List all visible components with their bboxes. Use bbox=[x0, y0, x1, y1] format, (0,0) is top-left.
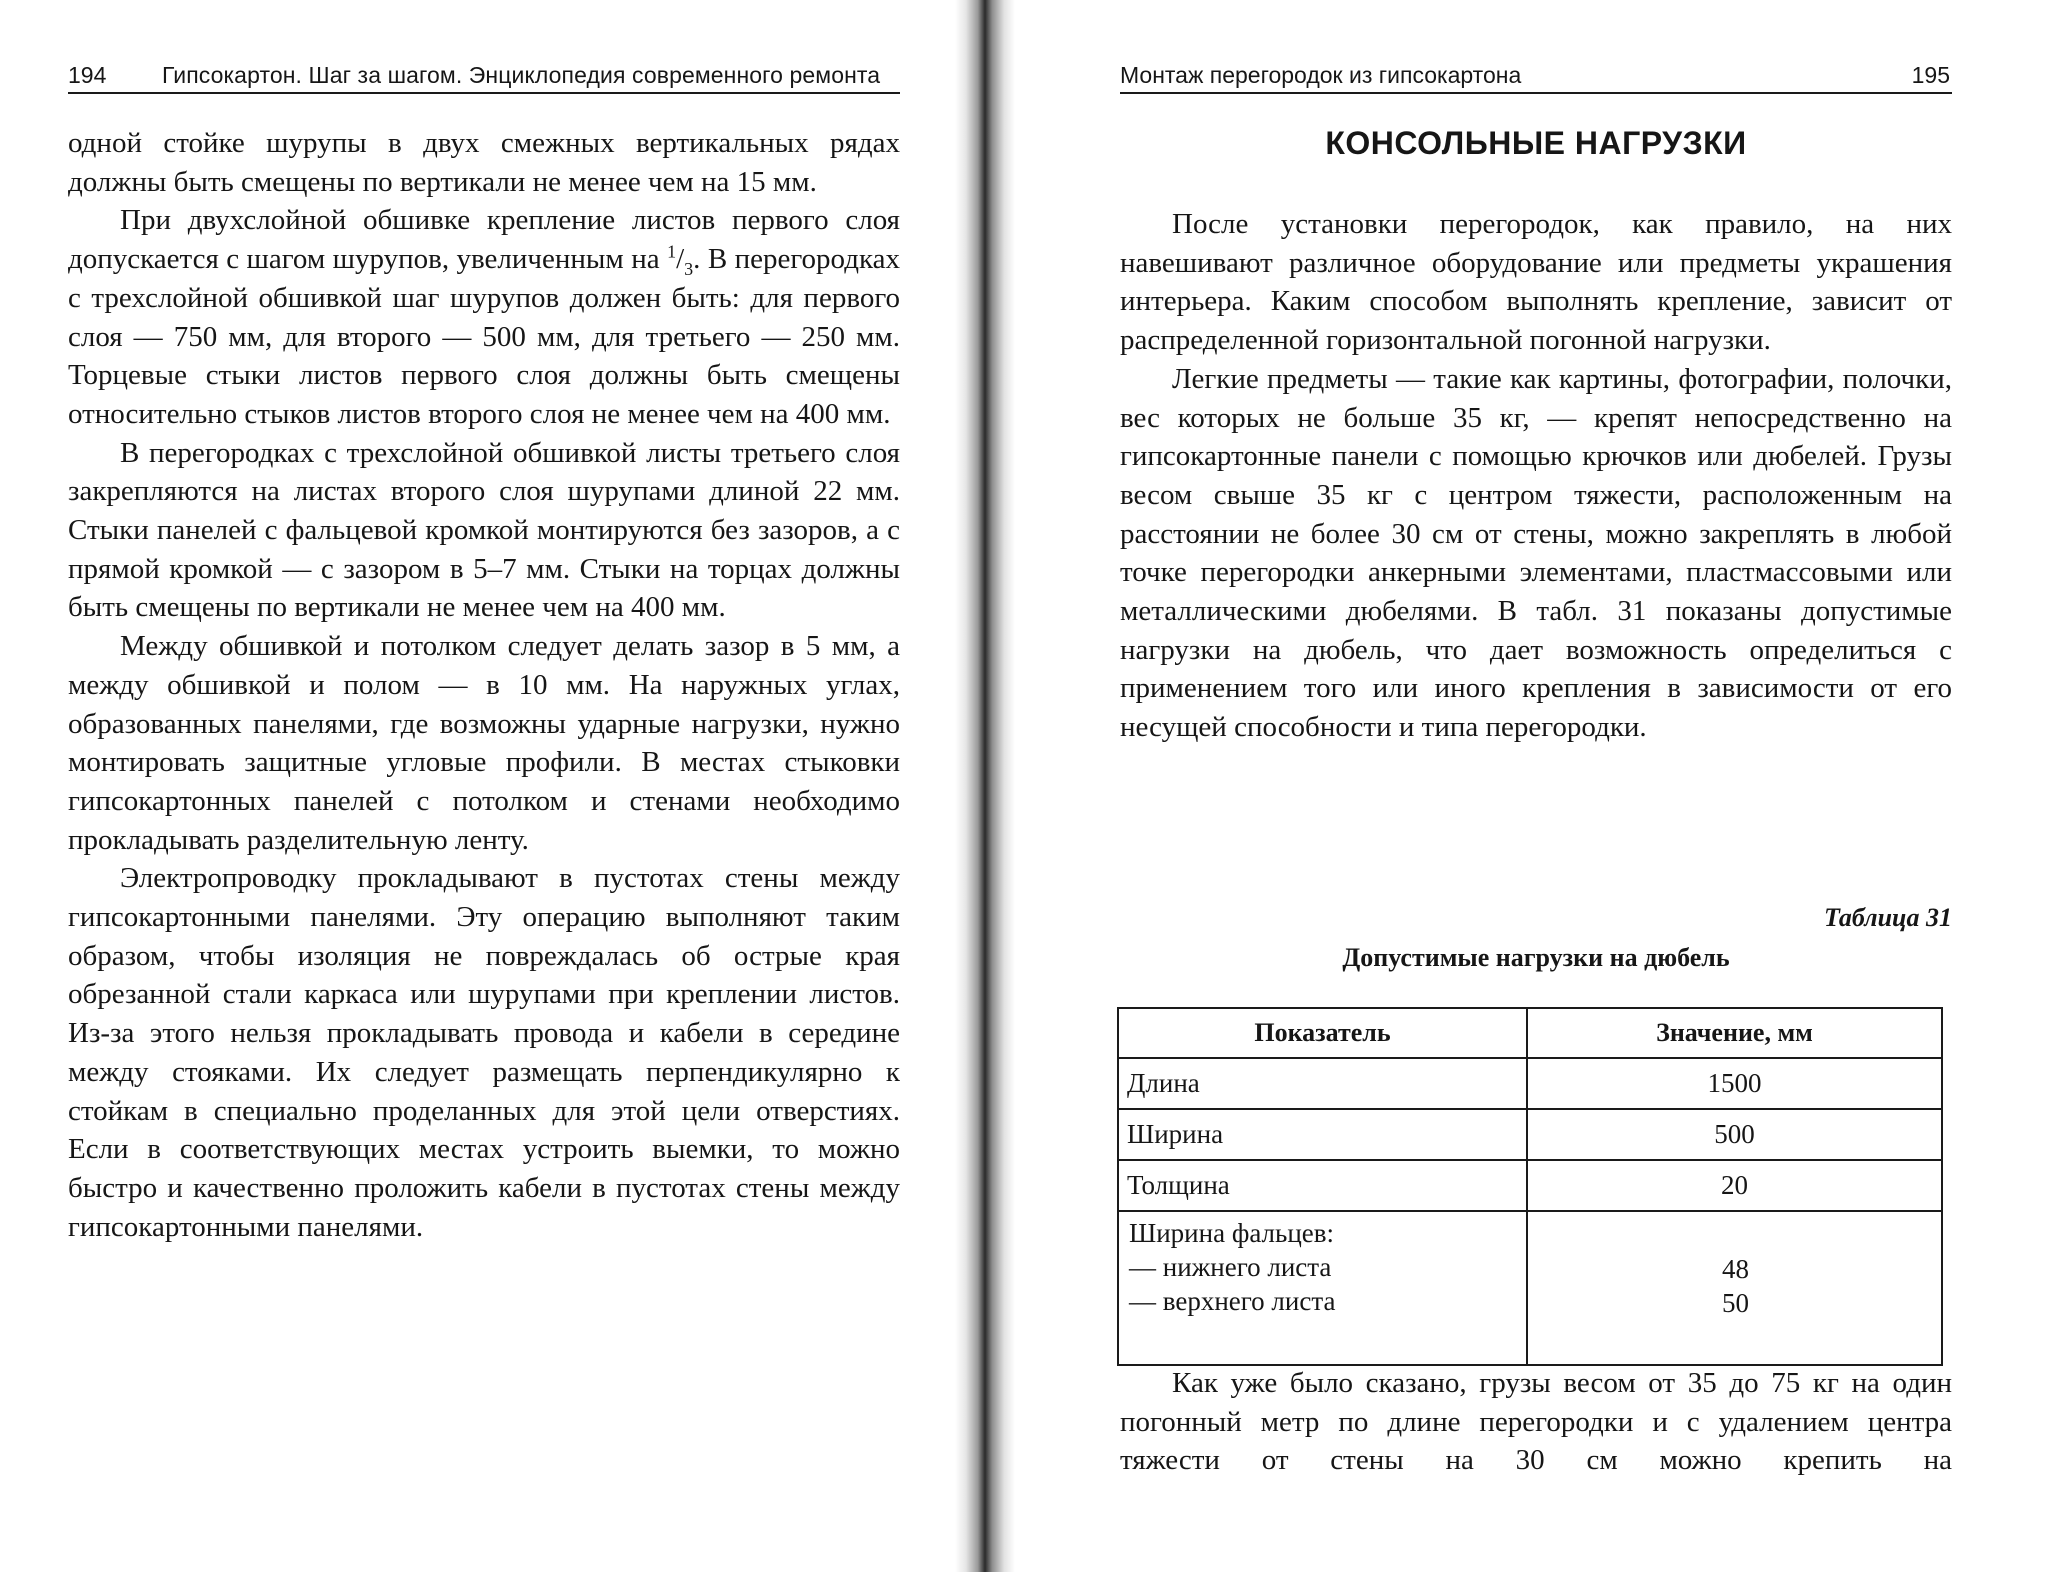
table-cell-name bbox=[1118, 1211, 1527, 1365]
paragraph: Легкие предметы — такие как картины, фотографии, полочки, вес которых не больше 35 кг, — крепят непосредственно на гипсокартонные панели с помощью крючков или дюбелей. Грузы весом свыше 35 кг с центром тяжести, расположенным на расстоянии не более 30 см от стены, можно закреплять в любой точке перегородки анкерными элементами, пластмассовыми или металлическими дюбелями. В табл. 31 показаны допустимые нагрузки на дюбель, что дает возможность определиться с применением того или иного крепления в зависимости от его несущей способности и типа перегородки. bbox=[1120, 362, 1952, 744]
table-header-cell: Значение, мм bbox=[1527, 1008, 1942, 1058]
paragraph: Между обшивкой и потолком следует делать зазор в 5 мм, а между обшивкой и полом — в 10 мм. На наружных углах, образованных панелями, где возможны ударные нагрузки, нужно монтировать защитные угловые профили. В местах стыковки гипсокартонных панелей с потолком и стенами необходимо прокладывать разделительную ленту. bbox=[68, 630, 900, 856]
left-running-head bbox=[68, 58, 900, 94]
table-cell-value: 500 bbox=[1527, 1109, 1942, 1160]
paragraph: одной стойке шурупы в двух смежных вертикальных рядах должны быть смещены по вертикали не менее чем на 15 мм. bbox=[68, 127, 900, 198]
right-running-head bbox=[1120, 58, 1952, 94]
right-closing-text bbox=[1120, 1364, 1952, 1480]
right-running-title: Монтаж перегородок из гипсокартона bbox=[1120, 62, 1522, 88]
fraction: $^1/_3$ bbox=[667, 241, 694, 279]
table-cell-name: Ширина bbox=[1118, 1109, 1527, 1160]
left-page bbox=[0, 0, 1000, 1572]
table-row bbox=[1118, 1211, 1942, 1365]
dowel-load-table bbox=[1117, 1007, 1943, 1366]
fraction-denominator: 3 bbox=[684, 258, 694, 279]
left-page-number: 194 bbox=[68, 62, 107, 88]
table-row bbox=[1118, 1109, 1942, 1160]
table-cell-value: 1500 bbox=[1527, 1058, 1942, 1109]
group-item-value: 48 bbox=[1722, 1254, 1749, 1284]
table-cell-value: 20 bbox=[1527, 1160, 1942, 1211]
table-row bbox=[1118, 1058, 1942, 1109]
paragraph: Как уже было сказано, грузы весом от 35 до 75 кг на один погонный метр по длине перегородки и с удалением центра тяжести от стены на 30 см можно крепить на bbox=[1120, 1367, 1952, 1477]
paragraph: Электропроводку прокладывают в пустотах стены между гипсокартонными панелями. Эту операцию выполняют таким образом, чтобы изоляция не повреждалась об острые края обрезанной стали каркаса или шурупами при креплении листов. Из-за этого нельзя прокладывать провода и кабели в середине между стояками. Их следует размещать перпендикулярно к стойкам в специально проделанных для этой цели отверстиях. Если в соответствующих местах устроить выемки, то можно быстро и качественно проложить кабели в пустотах стены между гипсокартонными панелями. bbox=[68, 862, 900, 1243]
paragraph-text: При двухслойной обшивке крепление листов первого слоя допускается с шагом шурупов, увеличенным на bbox=[68, 204, 900, 276]
left-body-text bbox=[68, 124, 900, 1246]
table-row bbox=[1118, 1160, 1942, 1211]
paragraph-text: В перегородках с трехслойной обшивкой шаг шурупов должен быть: для первого слоя — 750 мм, для второго — 500 мм, для третьего — 250 мм. Торцевые стыки листов первого слоя должны быть смещены относительно стыков листов второго слоя не менее чем на 400 мм. bbox=[68, 243, 900, 430]
fraction-numerator: 1 bbox=[667, 241, 677, 262]
table-title: Допустимые нагрузки на дюбель bbox=[1342, 943, 1730, 972]
table-cell-name: Длина bbox=[1118, 1058, 1527, 1109]
right-page bbox=[1000, 0, 2048, 1572]
group-item-label: — нижнего листа bbox=[1129, 1252, 1332, 1282]
table-header-row bbox=[1118, 1008, 1942, 1058]
table-label: Таблица 31 bbox=[1823, 903, 1952, 932]
right-body-text bbox=[1120, 205, 1952, 747]
paragraph: В перегородках с трехслойной обшивкой листы третьего слоя закрепляются на листах второго слоя шурупами длиной 22 мм. Стыки панелей с фальцевой кромкой монтируются без зазоров, а с прямой кромкой — с зазором в 5–7 мм. Стыки на торцах должны быть смещены по вертикали не менее чем на 400 мм. bbox=[68, 436, 900, 624]
group-label: Ширина фальцев: bbox=[1129, 1218, 1335, 1248]
group-item-label: — верхнего листа bbox=[1129, 1286, 1336, 1316]
left-running-title: Гипсокартон. Шаг за шагом. Энциклопедия современного ремонта bbox=[162, 62, 881, 88]
group-item-value: 50 bbox=[1722, 1288, 1749, 1318]
table-cell-value bbox=[1527, 1211, 1942, 1365]
table-cell-name: Толщина bbox=[1118, 1160, 1527, 1211]
section-title: КОНСОЛЬНЫЕ НАГРУЗКИ bbox=[1325, 125, 1747, 161]
paragraph: После установки перегородок, как правило, на них навешивают различное оборудование или предметы украшения интерьера. Каким способом выполнять крепление, зависит от распределенной горизонтальной погонной нагрузки. bbox=[1120, 208, 1952, 357]
table-header-cell: Показатель bbox=[1118, 1008, 1527, 1058]
right-page-number: 195 bbox=[1911, 62, 1950, 88]
paragraph: При двухслойной обшивке крепление листов первого слоя допускается с шагом шурупов, увеличенным на $^1/_3$. В перегородках с трехслойной обшивкой шаг шурупов должен быть: для первого слоя — 750 мм, для второго — 500 мм, для третьего — 250 мм. Торцевые стыки листов первого слоя должны быть смещены относительно стыков листов второго слоя не менее чем на 400 мм. bbox=[68, 204, 900, 430]
